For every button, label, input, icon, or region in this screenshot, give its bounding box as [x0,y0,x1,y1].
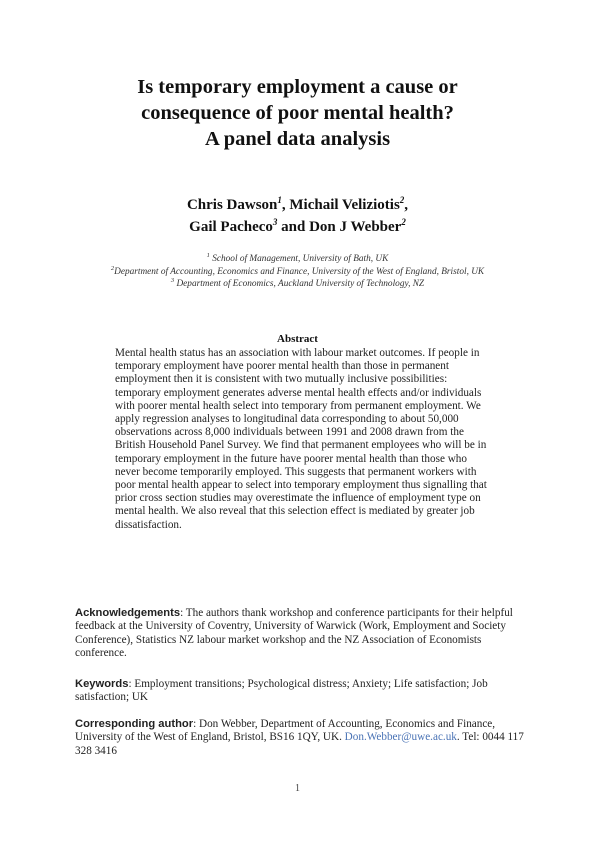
affiliation-text: Department of Economics, Auckland University of Technology, NZ [176,279,425,289]
corresponding-author-label: Corresponding author [75,718,194,730]
abstract-body: Mental health status has an association with labour market outcomes. If people in temporary employment have poorer mental health than those in permanent employment then it is consistent with two mutually inclusive possibilities: temporary employment generates adverse mental health effects and/or individuals with poorer mental health select into temporary from permanent employment. We apply regression analyses to longitudinal data corresponding to about 50,000 observations across 8,000 individuals between 1991 and 2008 drawn from the British Household Panel Survey. We find that permanent employees who will be in temporary employment in the future have poorer mental health than those who never become temporarily employed. This suggests that permanent workers with poor mental health appear to select into temporary employment thus signalling that prior cross section studies may overestimate the influence of employment type on mental health. We also reveal that this selection effect is mediated by greater job dissatisfaction. [115,347,487,531]
author-affil-marker: 1 [277,195,282,205]
affiliation-text: School of Management, University of Bath, UK [212,254,389,264]
page-number: 1 [295,783,300,794]
acknowledgements-text: : The authors thank workshop and conference participants for their helpful feedback at the University of Coventry, University of Warwick (Work, Employment and Society Conference), Statistics NZ labour market workshop and the NZ Association of Economists conference. [75,607,513,660]
title-line-1: Is temporary employment a cause or [137,76,458,98]
keywords-label: Keywords [75,678,129,690]
author-separator: , [404,197,409,213]
author-separator: , [281,197,290,213]
affiliation-item [40,278,555,291]
corresponding-author-text: : Don Webber, Department of Accounting, Economics and Finance, University of the West of England, Bristol, BS16 1QY, UK. [75,718,496,744]
telephone-text: . Tel: 0044 117 328 3416 [75,731,524,757]
author-name: Chris Dawson [186,197,278,213]
author-affil-marker: 3 [272,217,278,227]
keywords-text: : Employment transitions; Psychological distress; Anxiety; Life satisfaction; Job satisfaction; UK [75,678,488,704]
author-line-2 [60,216,535,238]
affiliation-text: Department of Accounting, Economics and Finance, University of the West of England, Bristol, UK [114,266,485,277]
affiliation-marker: 1 [206,252,210,259]
keywords-section [75,678,530,705]
acknowledgements-label: Acknowledgements [75,607,181,619]
acknowledgements-section [75,607,530,661]
title-line-2: consequence of poor mental health? [141,102,454,124]
affiliation-item [40,266,555,279]
affiliation-marker: 3 [170,277,175,284]
affiliation-marker: 2 [110,264,115,272]
email-link[interactable]: Don.Webber@uwe.ac.uk [344,731,457,744]
paper-title [60,74,535,152]
author-separator: and [277,219,310,235]
author-name: Michail Veliziotis [289,197,400,213]
author-affil-marker: 2 [401,217,406,227]
author-line-1 [60,194,535,216]
author-name: Gail Pacheco [189,219,273,235]
affiliation-item [40,253,555,266]
corresponding-author-section [75,718,530,758]
affiliation-list [40,253,555,291]
author-name: Don J Webber [309,219,402,235]
abstract-heading: Abstract [277,333,318,345]
author-affil-marker: 2 [399,195,405,205]
title-line-3: A panel data analysis [204,128,391,150]
author-list [60,194,535,238]
